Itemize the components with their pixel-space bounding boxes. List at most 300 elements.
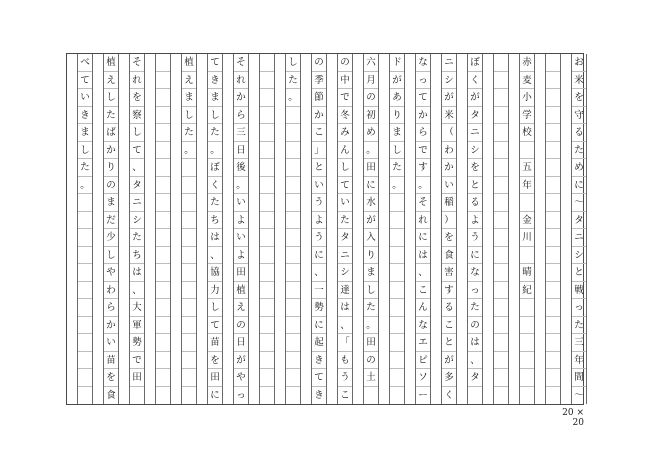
manuscript-cell: え: [234, 299, 248, 317]
manuscript-column: [519, 54, 535, 404]
manuscript-column: [415, 54, 431, 404]
manuscript-cell: [494, 317, 508, 335]
manuscript-cell: [546, 142, 560, 160]
manuscript-cell: ソ: [416, 369, 430, 387]
manuscript-cell: 。: [390, 177, 404, 195]
manuscript-cell: と: [442, 334, 456, 352]
manuscript-cell: そ: [130, 54, 144, 72]
manuscript-cell: [494, 159, 508, 177]
manuscript-column: [207, 54, 223, 404]
manuscript-column: [103, 54, 119, 404]
manuscript-cell: [182, 159, 196, 177]
manuscript-cell: の: [364, 89, 378, 107]
manuscript-cell: は: [208, 229, 222, 247]
manuscript-cell: 、: [130, 282, 144, 300]
manuscript-cell: か: [234, 89, 248, 107]
manuscript-cell: シ: [572, 247, 586, 265]
manuscript-cell: 勢: [312, 299, 326, 317]
manuscript-cell: [286, 159, 300, 177]
manuscript-cell: で: [338, 89, 352, 107]
manuscript-cell: 、: [312, 264, 326, 282]
manuscript-cell: [156, 282, 170, 300]
manuscript-cell: う: [338, 369, 352, 387]
manuscript-cell: を: [130, 89, 144, 107]
manuscript-cell: [546, 264, 560, 282]
manuscript-cell: [546, 334, 560, 352]
manuscript-cell: ー: [418, 389, 428, 401]
manuscript-cell: 中: [338, 72, 352, 90]
manuscript-cell: た: [468, 299, 482, 317]
manuscript-cell: に: [468, 247, 482, 265]
manuscript-cell: み: [338, 124, 352, 142]
manuscript-cell: ピ: [416, 352, 430, 370]
manuscript-cell: な: [416, 317, 430, 335]
manuscript-cell: [182, 369, 196, 387]
manuscript-cell: [494, 334, 508, 352]
manuscript-cell: 年: [572, 352, 586, 370]
manuscript-column: [493, 54, 509, 404]
manuscript-cell: の: [364, 352, 378, 370]
manuscript-cell: ま: [78, 124, 92, 142]
manuscript-cell: 」: [312, 142, 326, 160]
manuscript-cell: を: [104, 369, 118, 387]
manuscript-cell: や: [234, 369, 248, 387]
manuscript-cell: [286, 229, 300, 247]
manuscript-cell: [78, 352, 92, 370]
manuscript-cell: [546, 247, 560, 265]
manuscript-cell: [390, 352, 404, 370]
manuscript-cell: か: [416, 107, 430, 125]
manuscript-cell: え: [104, 72, 118, 90]
manuscript-cell: ニ: [338, 247, 352, 265]
manuscript-cell: 土: [364, 369, 378, 387]
manuscript-cell: る: [442, 299, 456, 317]
manuscript-cell: 「: [338, 334, 352, 352]
manuscript-cell: [494, 299, 508, 317]
manuscript-cell: 節: [312, 89, 326, 107]
manuscript-cell: タ: [468, 369, 482, 387]
manuscript-cell: [286, 334, 300, 352]
manuscript-cell: ば: [104, 124, 118, 142]
manuscript-cell: [286, 369, 300, 387]
manuscript-cell: [156, 387, 170, 405]
manuscript-cell: [156, 299, 170, 317]
manuscript-cell: 田: [364, 159, 378, 177]
manuscript-cell: か: [104, 142, 118, 160]
manuscript-cell: [390, 299, 404, 317]
manuscript-cell: [520, 142, 534, 160]
manuscript-cell: [390, 264, 404, 282]
manuscript-cell: 食: [442, 247, 456, 265]
manuscript-cell: う: [468, 229, 482, 247]
manuscript-cell: [520, 387, 534, 405]
manuscript-cell: 麦: [520, 72, 534, 90]
manuscript-cell: れ: [130, 72, 144, 90]
manuscript-cell: [546, 387, 560, 405]
manuscript-cell: こ: [340, 389, 350, 401]
manuscript-cell: [546, 177, 560, 195]
manuscript-cell: に: [312, 317, 326, 335]
manuscript-cell: わ: [442, 142, 456, 160]
manuscript-cell: [546, 352, 560, 370]
manuscript-cell: め: [364, 124, 378, 142]
manuscript-cell: べ: [78, 54, 92, 72]
manuscript-cell: [78, 212, 92, 230]
manuscript-cell: る: [572, 124, 586, 142]
manuscript-cell: 五: [520, 159, 534, 177]
manuscript-cell: ま: [364, 264, 378, 282]
manuscript-cell: [494, 264, 508, 282]
manuscript-cell: [286, 387, 300, 405]
manuscript-cell: [494, 124, 508, 142]
manuscript-cell: は: [416, 247, 430, 265]
manuscript-cell: 金: [520, 212, 534, 230]
manuscript-grid: [66, 53, 584, 405]
manuscript-cell: [78, 229, 92, 247]
manuscript-cell: [260, 299, 274, 317]
manuscript-cell: 害: [442, 264, 456, 282]
manuscript-cell: て: [78, 72, 92, 90]
manuscript-column: [363, 54, 379, 404]
manuscript-cell: く: [468, 72, 482, 90]
manuscript-cell: き: [208, 72, 222, 90]
manuscript-cell: [494, 387, 508, 405]
manuscript-cell: [494, 142, 508, 160]
manuscript-cell: 察: [130, 107, 144, 125]
manuscript-cell: 米: [442, 107, 456, 125]
manuscript-cell: き: [312, 352, 326, 370]
manuscript-cell: [156, 369, 170, 387]
manuscript-cell: の: [234, 317, 248, 335]
manuscript-cell: よ: [312, 212, 326, 230]
manuscript-cell: 。: [416, 177, 430, 195]
manuscript-cell: [78, 387, 92, 405]
manuscript-cell: こ: [416, 282, 430, 300]
manuscript-cell: [156, 107, 170, 125]
manuscript-cell: 。: [78, 177, 92, 195]
manuscript-cell: [390, 387, 404, 405]
manuscript-cell: [546, 89, 560, 107]
manuscript-cell: の: [338, 54, 352, 72]
manuscript-cell: た: [104, 107, 118, 125]
manuscript-cell: 季: [312, 72, 326, 90]
manuscript-cell: [494, 369, 508, 387]
manuscript-cell: [286, 352, 300, 370]
manuscript-cell: た: [208, 124, 222, 142]
manuscript-cell: エ: [416, 334, 430, 352]
manuscript-cell: 植: [104, 54, 118, 72]
manuscript-cell: が: [364, 212, 378, 230]
manuscript-cell: す: [416, 159, 430, 177]
manuscript-cell: な: [468, 264, 482, 282]
manuscript-cell: に: [416, 229, 430, 247]
manuscript-cell: に: [312, 247, 326, 265]
manuscript-cell: [390, 317, 404, 335]
manuscript-cell: っ: [572, 299, 586, 317]
manuscript-cell: が: [468, 89, 482, 107]
manuscript-cell: よ: [234, 212, 248, 230]
manuscript-cell: り: [104, 159, 118, 177]
manuscript-cell: く: [208, 177, 222, 195]
manuscript-cell: 少: [104, 229, 118, 247]
manuscript-cell: 赤: [520, 54, 534, 72]
manuscript-cell: し: [390, 142, 404, 160]
manuscript-cell: 苗: [208, 334, 222, 352]
manuscript-cell: が: [390, 72, 404, 90]
manuscript-cell: [286, 282, 300, 300]
manuscript-column: [571, 54, 587, 404]
manuscript-cell: し: [286, 54, 300, 72]
manuscript-column: [467, 54, 483, 404]
manuscript-cell: [156, 89, 170, 107]
manuscript-cell: シ: [338, 264, 352, 282]
manuscript-cell: こ: [312, 124, 326, 142]
manuscript-cell: 田: [130, 369, 144, 387]
manuscript-cell: [286, 212, 300, 230]
manuscript-cell: [520, 317, 534, 335]
manuscript-cell: シ: [468, 142, 482, 160]
manuscript-cell: 軍: [130, 317, 144, 335]
manuscript-cell: 冬: [338, 107, 352, 125]
manuscript-cell: [182, 334, 196, 352]
manuscript-cell: 田: [208, 369, 222, 387]
manuscript-cell: [286, 177, 300, 195]
manuscript-cell: ～: [574, 389, 584, 401]
manuscript-cell: に: [210, 389, 220, 401]
manuscript-cell: [494, 54, 508, 72]
manuscript-cell: 。: [208, 142, 222, 160]
manuscript-cell: [520, 247, 534, 265]
manuscript-cell: 食: [106, 389, 116, 401]
manuscript-cell: し: [182, 107, 196, 125]
manuscript-cell: く: [444, 389, 454, 401]
manuscript-cell: [78, 369, 92, 387]
manuscript-cell: [182, 387, 196, 405]
manuscript-cell: [494, 352, 508, 370]
manuscript-cell: 田: [364, 334, 378, 352]
manuscript-cell: [130, 387, 144, 405]
manuscript-cell: [182, 282, 196, 300]
manuscript-cell: が: [442, 89, 456, 107]
manuscript-cell: 。: [286, 89, 300, 107]
manuscript-column: [285, 54, 301, 404]
manuscript-cell: [260, 317, 274, 335]
manuscript-cell: た: [338, 212, 352, 230]
manuscript-cell: [182, 229, 196, 247]
manuscript-cell: [260, 334, 274, 352]
manuscript-cell: る: [468, 194, 482, 212]
manuscript-cell: 日: [234, 334, 248, 352]
manuscript-cell: め: [572, 159, 586, 177]
manuscript-cell: [468, 387, 482, 405]
manuscript-cell: ち: [130, 247, 144, 265]
manuscript-cell: [390, 247, 404, 265]
manuscript-cell: で: [416, 142, 430, 160]
manuscript-cell: き: [314, 389, 324, 401]
manuscript-cell: わ: [104, 282, 118, 300]
manuscript-cell: [260, 159, 274, 177]
manuscript-cell: [78, 264, 92, 282]
manuscript-cell: [156, 159, 170, 177]
manuscript-cell: [260, 177, 274, 195]
manuscript-cell: 稲: [442, 194, 456, 212]
manuscript-cell: し: [104, 247, 118, 265]
manuscript-cell: [260, 369, 274, 387]
manuscript-cell: [260, 89, 274, 107]
manuscript-cell: そ: [234, 54, 248, 72]
manuscript-cell: [390, 369, 404, 387]
manuscript-cell: に: [364, 177, 378, 195]
manuscript-cell: う: [312, 194, 326, 212]
manuscript-column: [259, 54, 275, 404]
manuscript-cell: の: [312, 54, 326, 72]
manuscript-cell: [260, 124, 274, 142]
manuscript-cell: [494, 282, 508, 300]
manuscript-cell: [286, 194, 300, 212]
manuscript-cell: [546, 107, 560, 125]
manuscript-cell: 校: [520, 124, 534, 142]
manuscript-cell: [494, 247, 508, 265]
manuscript-cell: ら: [104, 299, 118, 317]
manuscript-cell: て: [416, 89, 430, 107]
manuscript-column: [181, 54, 197, 404]
manuscript-cell: [182, 352, 196, 370]
manuscript-cell: ぼ: [208, 159, 222, 177]
manuscript-cell: で: [130, 352, 144, 370]
manuscript-cell: り: [390, 107, 404, 125]
manuscript-cell: か: [442, 159, 456, 177]
manuscript-cell: た: [130, 229, 144, 247]
manuscript-cell: ～: [572, 194, 586, 212]
manuscript-cell: 六: [364, 54, 378, 72]
manuscript-cell: 三: [234, 124, 248, 142]
manuscript-cell: 、: [416, 264, 430, 282]
manuscript-cell: [260, 72, 274, 90]
manuscript-cell: 小: [520, 89, 534, 107]
manuscript-cell: い: [78, 89, 92, 107]
manuscript-cell: 、: [208, 247, 222, 265]
manuscript-cell: [520, 334, 534, 352]
manuscript-cell: [286, 264, 300, 282]
manuscript-cell: [494, 177, 508, 195]
manuscript-cell: [156, 264, 170, 282]
manuscript-cell: [390, 229, 404, 247]
manuscript-column: [441, 54, 457, 404]
manuscript-cell: す: [442, 282, 456, 300]
manuscript-cell: [156, 317, 170, 335]
manuscript-cell: 、: [338, 317, 352, 335]
manuscript-cell: 守: [572, 107, 586, 125]
manuscript-cell: [260, 54, 274, 72]
manuscript-cell: て: [208, 54, 222, 72]
manuscript-cell: れ: [234, 72, 248, 90]
manuscript-cell: シ: [442, 72, 456, 90]
manuscript-cell: し: [338, 159, 352, 177]
manuscript-cell: と: [468, 177, 482, 195]
manuscript-cell: に: [572, 177, 586, 195]
manuscript-cell: っ: [236, 389, 246, 401]
manuscript-cell: [520, 369, 534, 387]
manuscript-cell: ん: [416, 299, 430, 317]
manuscript-cell: [390, 282, 404, 300]
manuscript-cell: て: [130, 142, 144, 160]
manuscript-cell: [494, 107, 508, 125]
manuscript-cell: い: [312, 177, 326, 195]
manuscript-cell: [494, 72, 508, 90]
manuscript-cell: ち: [208, 212, 222, 230]
manuscript-cell: し: [208, 107, 222, 125]
manuscript-cell: [78, 282, 92, 300]
manuscript-cell: [156, 212, 170, 230]
manuscript-cell: な: [416, 54, 430, 72]
manuscript-cell: い: [104, 334, 118, 352]
manuscript-cell: タ: [130, 177, 144, 195]
manuscript-cell: [260, 282, 274, 300]
manuscript-cell: タ: [468, 107, 482, 125]
manuscript-cell: を: [208, 352, 222, 370]
manuscript-cell: [494, 212, 508, 230]
manuscript-cell: て: [312, 369, 326, 387]
manuscript-cell: 。: [182, 142, 196, 160]
manuscript-cell: [390, 212, 404, 230]
manuscript-cell: た: [572, 142, 586, 160]
manuscript-cell: て: [338, 177, 352, 195]
manuscript-cell: ニ: [468, 124, 482, 142]
manuscript-cell: し: [130, 124, 144, 142]
manuscript-cell: [260, 229, 274, 247]
manuscript-cell: や: [104, 264, 118, 282]
manuscript-cell: [260, 264, 274, 282]
manuscript-cell: [260, 107, 274, 125]
manuscript-cell: は: [130, 264, 144, 282]
manuscript-cell: [494, 194, 508, 212]
manuscript-cell: し: [208, 299, 222, 317]
manuscript-cell: た: [182, 124, 196, 142]
manuscript-column: [77, 54, 93, 404]
manuscript-cell: [156, 72, 170, 90]
paper-size-label: 20 × 20: [562, 408, 584, 428]
manuscript-cell: [260, 387, 274, 405]
manuscript-cell: [546, 369, 560, 387]
manuscript-column: [545, 54, 561, 404]
manuscript-cell: た: [286, 72, 300, 90]
manuscript-cell: ニ: [130, 194, 144, 212]
manuscript-column: [129, 54, 145, 404]
manuscript-column: [155, 54, 171, 404]
manuscript-cell: い: [338, 194, 352, 212]
manuscript-cell: り: [364, 247, 378, 265]
manuscript-cell: 後: [234, 159, 248, 177]
manuscript-cell: ニ: [442, 54, 456, 72]
manuscript-cell: 。: [364, 142, 378, 160]
manuscript-cell: ド: [390, 54, 404, 72]
manuscript-cell: [260, 194, 274, 212]
manuscript-cell: 月: [364, 72, 378, 90]
manuscript-cell: [78, 247, 92, 265]
manuscript-cell: [546, 159, 560, 177]
manuscript-cell: か: [312, 107, 326, 125]
manuscript-cell: [156, 124, 170, 142]
manuscript-cell: （: [442, 124, 456, 142]
manuscript-cell: れ: [416, 212, 430, 230]
manuscript-cell: そ: [416, 194, 430, 212]
manuscript-column: [233, 54, 249, 404]
manuscript-cell: 。: [364, 317, 378, 335]
manuscript-cell: と: [572, 264, 586, 282]
manuscript-cell: 米: [572, 72, 586, 90]
manuscript-cell: き: [78, 107, 92, 125]
manuscript-cell: [546, 299, 560, 317]
